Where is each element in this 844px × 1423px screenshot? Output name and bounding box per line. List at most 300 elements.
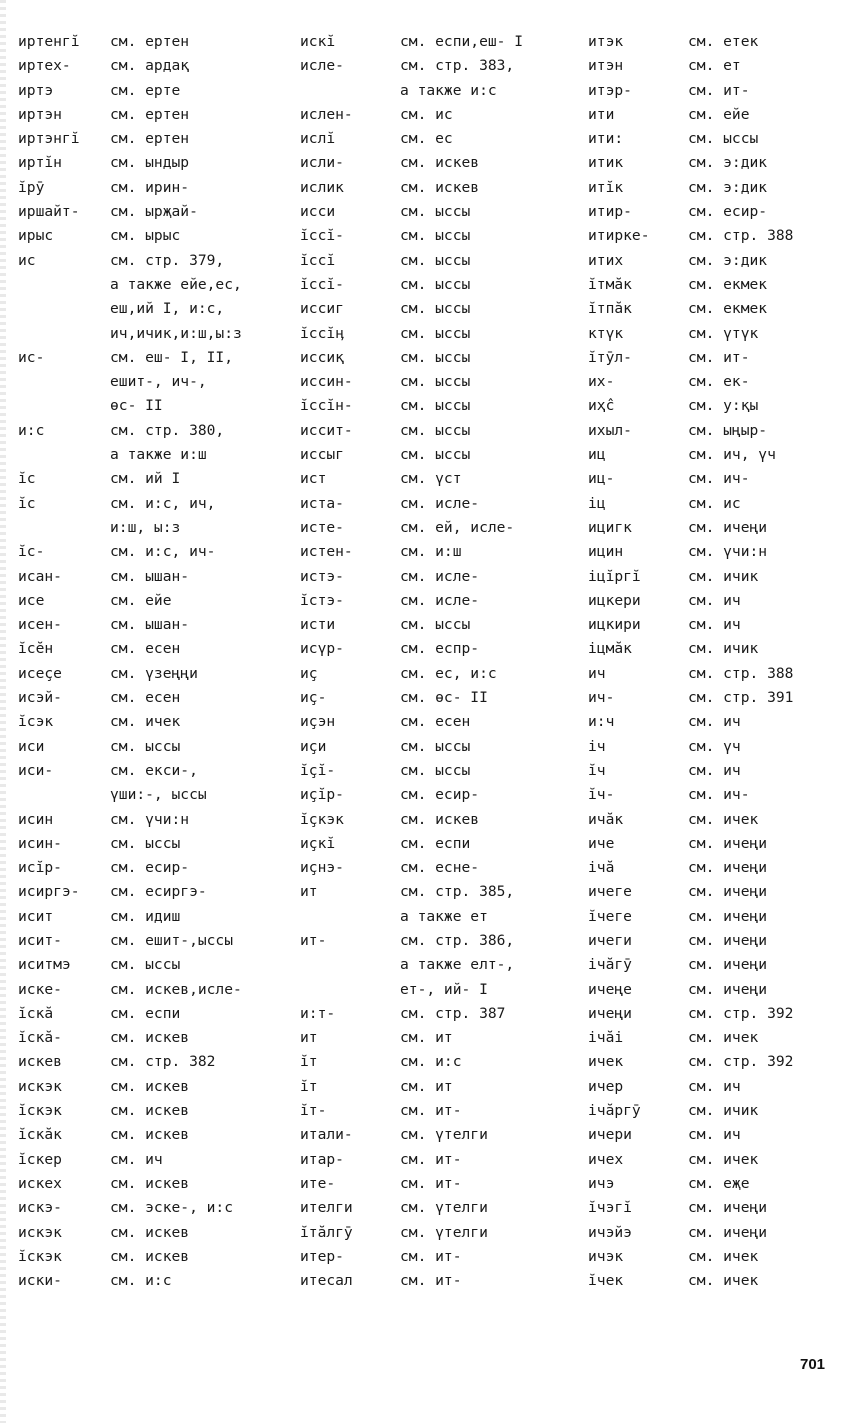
entry-headword: иси xyxy=(18,737,45,755)
entry-headword: ити xyxy=(588,105,615,123)
entry-reference: см. эске-, и:с xyxy=(110,1199,234,1217)
entry-headword: иҫнэ- xyxy=(300,859,344,877)
entry-reference: ет-, ий- I xyxy=(400,980,488,998)
entry-reference: см. искев xyxy=(110,1174,190,1192)
entry-headword: итесал xyxy=(300,1272,353,1290)
entry-headword: итар- xyxy=(300,1150,344,1168)
dictionary-entry xyxy=(18,735,290,759)
entry-reference: а также елт-, xyxy=(400,956,515,974)
dictionary-entry xyxy=(588,832,828,856)
entry-reference: см. ыссы xyxy=(400,761,471,779)
entry-headword: ичеге xyxy=(588,883,632,901)
dictionary-entry xyxy=(300,1148,580,1172)
entry-reference: см. ичек xyxy=(688,1247,759,1265)
entry-reference: см. и:ш xyxy=(400,543,462,561)
dictionary-entry xyxy=(18,370,290,394)
entry-headword: ĭскер xyxy=(18,1150,62,1168)
entry-reference: см. ирин- xyxy=(110,178,190,196)
dictionary-entry xyxy=(588,370,828,394)
entry-reference: см. екмек xyxy=(688,275,768,293)
entry-reference: см. үтелги xyxy=(400,1223,488,1241)
entry-reference: см. үчи:н xyxy=(110,810,190,828)
dictionary-entry xyxy=(588,929,828,953)
entry-reference: см. ыссы xyxy=(110,834,181,852)
entry-reference: а также и:ш xyxy=(110,446,207,464)
entry-headword: ичех xyxy=(588,1150,624,1168)
dictionary-entry xyxy=(588,759,828,783)
dictionary-entry xyxy=(588,1221,828,1245)
entry-headword: исти xyxy=(300,616,336,634)
dictionary-entry xyxy=(18,249,290,273)
entry-reference: а также ет xyxy=(400,907,488,925)
dictionary-entry xyxy=(300,394,580,418)
entry-reference: ешит-, ич-, xyxy=(110,373,207,391)
entry-headword: ĭсэк xyxy=(18,713,54,731)
dictionary-entry xyxy=(588,1196,828,1220)
dictionary-entry xyxy=(300,79,580,103)
dictionary-entry xyxy=(300,589,580,613)
entry-reference: см. еҗе xyxy=(688,1174,750,1192)
entry-reference: см. есир- xyxy=(688,203,768,221)
entry-reference: см. ич xyxy=(688,1126,741,1144)
dictionary-entry xyxy=(588,492,828,516)
entry-headword: ĭт xyxy=(300,1077,318,1095)
entry-headword xyxy=(300,953,400,977)
entry-headword: иртĭн xyxy=(18,154,62,172)
dictionary-entry xyxy=(588,322,828,346)
entry-reference: см. ит xyxy=(400,1029,453,1047)
entry-reference: см. екси-, xyxy=(110,761,198,779)
entry-headword: исит- xyxy=(18,931,62,949)
entry-headword: іц xyxy=(588,494,606,512)
dictionary-entry xyxy=(300,1099,580,1123)
entry-reference: см. стр. 388 xyxy=(688,664,794,682)
entry-headword: ицкири xyxy=(588,616,641,634)
dictionary-entry xyxy=(588,905,828,929)
entry-reference: а также и:с xyxy=(400,81,497,99)
entry-headword: иртэ xyxy=(18,81,54,99)
entry-reference: см. стр. 386, xyxy=(400,931,515,949)
entry-reference: см. ичек xyxy=(688,810,759,828)
entry-reference: см. ичеңи xyxy=(688,883,768,901)
entry-reference: см. ич- xyxy=(688,470,750,488)
entry-headword: иртэн xyxy=(18,105,62,123)
column-1 xyxy=(18,30,290,1293)
entry-reference: см. ырыс xyxy=(110,227,181,245)
entry-headword: иситмэ xyxy=(18,956,71,974)
entry-headword: иртех- xyxy=(18,57,71,75)
dictionary-entry xyxy=(588,346,828,370)
entry-reference: см. ыссы xyxy=(400,446,471,464)
entry-headword: исэй- xyxy=(18,689,62,707)
entry-reference: см. етек xyxy=(688,33,759,50)
entry-reference: и:ш, ы:з xyxy=(110,518,181,536)
entry-headword: итирке- xyxy=(588,227,650,245)
entry-reference: см. искев xyxy=(400,154,480,172)
entry-reference: см. ич, үч xyxy=(688,446,776,464)
dictionary-entry xyxy=(300,176,580,200)
entry-reference: см. у:қы xyxy=(688,397,759,415)
dictionary-entry xyxy=(588,1245,828,1269)
dictionary-entry xyxy=(588,1050,828,1074)
entry-headword: ĭч xyxy=(588,761,606,779)
dictionary-entry xyxy=(588,978,828,1002)
entry-headword: и:ч xyxy=(588,713,615,731)
entry-headword: иски- xyxy=(18,1272,62,1290)
entry-headword: итер- xyxy=(300,1247,344,1265)
entry-reference: см. стр. 392 xyxy=(688,1053,794,1071)
entry-reference: см. искев,исле- xyxy=(110,980,242,998)
entry-headword: итэр- xyxy=(588,81,632,99)
dictionary-entry xyxy=(18,1148,290,1172)
dictionary-entry xyxy=(300,1123,580,1147)
dictionary-entry xyxy=(18,516,290,540)
dictionary-entry xyxy=(300,637,580,661)
dictionary-entry xyxy=(588,79,828,103)
dictionary-entry xyxy=(588,735,828,759)
entry-reference: см. стр. 385, xyxy=(400,883,515,901)
entry-headword: ічăі xyxy=(588,1029,624,1047)
entry-headword: ихыл- xyxy=(588,421,632,439)
dictionary-entry xyxy=(18,662,290,686)
entry-reference: см. үзеңңи xyxy=(110,664,198,682)
entry-reference: см. ичеңи xyxy=(688,980,768,998)
entry-headword: ислĭ xyxy=(300,130,336,148)
entry-reference: см. исле- xyxy=(400,567,480,585)
entry-headword: итали- xyxy=(300,1126,353,1144)
entry-headword: ĭтăлгӯ xyxy=(300,1223,353,1241)
entry-headword: ĭссĭ- xyxy=(300,227,344,245)
dictionary-entry xyxy=(588,1099,828,1123)
entry-reference: см. и:с xyxy=(110,1272,172,1290)
entry-headword: ицин xyxy=(588,543,624,561)
entry-reference: см. ичеңи xyxy=(688,1223,768,1241)
entry-reference: см. стр. 392 xyxy=(688,1004,794,1022)
entry-reference: см. еш- I, II, xyxy=(110,348,234,366)
entry-headword xyxy=(18,394,110,418)
dictionary-entry xyxy=(18,346,290,370)
dictionary-entry xyxy=(588,30,828,54)
dictionary-entry xyxy=(300,856,580,880)
entry-headword: ич xyxy=(588,664,606,682)
entry-reference: см. ыссы xyxy=(400,397,471,415)
entry-headword: ити: xyxy=(588,130,624,148)
entry-reference: см. искев xyxy=(110,1077,190,1095)
entry-reference: см. есир- xyxy=(400,786,480,804)
entry-headword: ктүк xyxy=(588,324,624,342)
entry-reference: см. э:дик xyxy=(688,178,768,196)
dictionary-entry xyxy=(588,783,828,807)
dictionary-entry xyxy=(18,808,290,832)
dictionary-entry xyxy=(588,637,828,661)
entry-reference: см. ейе xyxy=(110,591,172,609)
dictionary-entry xyxy=(588,224,828,248)
dictionary-entry xyxy=(18,103,290,127)
entry-headword: исле- xyxy=(300,57,344,75)
dictionary-entry xyxy=(588,686,828,710)
dictionary-entry xyxy=(18,200,290,224)
dictionary-entry xyxy=(588,808,828,832)
entry-reference: см. ис xyxy=(400,105,453,123)
entry-headword xyxy=(18,297,110,321)
entry-headword: исли- xyxy=(300,154,344,172)
entry-headword: ичек xyxy=(588,1053,624,1071)
entry-headword: ит- xyxy=(300,931,327,949)
entry-reference: см. ич xyxy=(688,713,741,731)
dictionary-entry xyxy=(588,127,828,151)
dictionary-entry xyxy=(18,589,290,613)
column-3 xyxy=(588,30,828,1293)
entry-reference: см. ичеңи xyxy=(688,518,768,536)
dictionary-entry xyxy=(300,686,580,710)
entry-headword: исин xyxy=(18,810,54,828)
entry-reference: см. стр. 391 xyxy=(688,689,794,707)
entry-headword: ічăгӯ xyxy=(588,956,632,974)
entry-reference: см. стр. 380, xyxy=(110,421,225,439)
entry-headword: исеҫе xyxy=(18,664,62,682)
entry-headword: итэн xyxy=(588,57,624,75)
entry-headword: ицигк xyxy=(588,518,632,536)
dictionary-entry xyxy=(300,929,580,953)
dictionary-entry xyxy=(18,127,290,151)
dictionary-entry xyxy=(588,1269,828,1293)
entry-headword: истен- xyxy=(300,543,353,561)
entry-headword: иҫэн xyxy=(300,713,336,731)
entry-headword: ис xyxy=(18,251,36,269)
entry-reference: см. екмек xyxy=(688,300,768,318)
entry-reference: см. э:дик xyxy=(688,154,768,172)
dictionary-entry xyxy=(18,856,290,880)
entry-reference: см. ичек xyxy=(688,1150,759,1168)
dictionary-entry xyxy=(300,200,580,224)
dictionary-entry xyxy=(300,710,580,734)
entry-headword: ĭт- xyxy=(300,1102,327,1120)
entry-headword: искĭ xyxy=(300,33,336,50)
entry-headword: ичэк xyxy=(588,1247,624,1265)
entry-headword: иссиқ xyxy=(300,348,344,366)
entry-reference: см. и:с, ич- xyxy=(110,543,216,561)
entry-reference: см. есен xyxy=(400,713,471,731)
entry-headword: иссин- xyxy=(300,373,353,391)
entry-headword: ит xyxy=(300,883,318,901)
entry-reference: см. есир- xyxy=(110,859,190,877)
entry-reference: см. ичеңи xyxy=(688,1199,768,1217)
entry-headword: ĭс- xyxy=(18,543,45,561)
entry-reference: см. ыссы xyxy=(400,300,471,318)
entry-headword: ĭт xyxy=(300,1053,318,1071)
dictionary-entry xyxy=(300,735,580,759)
entry-headword: исте- xyxy=(300,518,344,536)
dictionary-entry xyxy=(300,565,580,589)
dictionary-entry xyxy=(18,79,290,103)
entry-reference: см. ичеңи xyxy=(688,907,768,925)
dictionary-entry xyxy=(18,443,290,467)
entry-headword: иҫĭр- xyxy=(300,786,344,804)
dictionary-entry xyxy=(18,1269,290,1293)
entry-reference: см. ит- xyxy=(400,1174,462,1192)
entry-headword: ĭҫкэк xyxy=(300,810,344,828)
entry-reference: см. искев xyxy=(400,178,480,196)
entry-headword: искэк xyxy=(18,1223,62,1241)
entry-reference: см. ыссы xyxy=(400,421,471,439)
entry-headword: ĭчеге xyxy=(588,907,632,925)
entry-reference: см. и:с xyxy=(400,1053,462,1071)
entry-headword: ічăргӯ xyxy=(588,1102,641,1120)
entry-headword xyxy=(18,443,110,467)
dictionary-entry xyxy=(588,565,828,589)
entry-reference: см. стр. 387 xyxy=(400,1004,506,1022)
entry-reference: см. ыңыр- xyxy=(688,421,768,439)
entry-reference: см. еспи,еш- I xyxy=(400,33,524,50)
entry-reference: см. ис xyxy=(688,494,741,512)
dictionary-entry xyxy=(300,103,580,127)
entry-headword: исен- xyxy=(18,616,62,634)
entry-headword: ирыс xyxy=(18,227,54,245)
entry-reference: см. ыссы xyxy=(400,616,471,634)
dictionary-entry xyxy=(588,1026,828,1050)
dictionary-entry xyxy=(300,1172,580,1196)
entry-headword: ислен- xyxy=(300,105,353,123)
entry-reference: см. ардақ xyxy=(110,57,190,75)
entry-reference: см. ичек xyxy=(688,1272,759,1290)
entry-headword: исси xyxy=(300,203,336,221)
dictionary-entry xyxy=(588,443,828,467)
dictionary-entry xyxy=(18,322,290,346)
dictionary-entry xyxy=(300,467,580,491)
entry-headword: ĭссĭ xyxy=(300,251,336,269)
entry-reference: см. ит xyxy=(400,1077,453,1095)
entry-reference: см. ит- xyxy=(400,1247,462,1265)
entry-headword: ĭчек xyxy=(588,1272,624,1290)
entry-reference: см. есен xyxy=(110,689,181,707)
entry-headword: ĭчэгĭ xyxy=(588,1199,632,1217)
entry-reference: см. искев xyxy=(110,1223,190,1241)
entry-reference: см. исле- xyxy=(400,494,480,512)
dictionary-entry xyxy=(588,394,828,418)
dictionary-entry xyxy=(18,759,290,783)
entry-headword: ĭстэ- xyxy=(300,591,344,609)
entry-reference: см. искев xyxy=(110,1126,190,1144)
entry-reference: см. ыссы xyxy=(400,373,471,391)
dictionary-entry xyxy=(300,322,580,346)
entry-reference: ич,ичик,и:ш,ы:з xyxy=(110,324,242,342)
entry-reference: см. үст xyxy=(400,470,462,488)
entry-headword: итэк xyxy=(588,33,624,50)
entry-reference: см. ыссы xyxy=(400,251,471,269)
entry-headword: иста- xyxy=(300,494,344,512)
entry-headword: иссиг xyxy=(300,300,344,318)
entry-reference: см. ит- xyxy=(688,81,750,99)
dictionary-entry xyxy=(588,856,828,880)
entry-reference: см. үтелги xyxy=(400,1199,488,1217)
entry-reference: см. ит- xyxy=(400,1272,462,1290)
entry-headword: ит xyxy=(300,1029,318,1047)
entry-reference: см. ес, и:с xyxy=(400,664,497,682)
dictionary-entry xyxy=(18,832,290,856)
entry-headword: иҫ- xyxy=(300,689,327,707)
entry-headword: ичеңи xyxy=(588,1004,632,1022)
entry-reference: см. ышан- xyxy=(110,616,190,634)
dictionary-entry xyxy=(588,200,828,224)
entry-reference: см. ит- xyxy=(688,348,750,366)
dictionary-entry xyxy=(18,1099,290,1123)
entry-headword: ĭскэк xyxy=(18,1247,62,1265)
dictionary-entry xyxy=(18,783,290,807)
dictionary-entry xyxy=(300,540,580,564)
entry-reference: см. еспр- xyxy=(400,640,480,658)
dictionary-entry xyxy=(300,613,580,637)
dictionary-entry xyxy=(588,613,828,637)
dictionary-entry xyxy=(18,1026,290,1050)
page-number: 701 xyxy=(800,1356,826,1373)
dictionary-entry xyxy=(588,1148,828,1172)
entry-headword: исе xyxy=(18,591,45,609)
dictionary-entry xyxy=(18,1002,290,1026)
entry-reference: см. ич xyxy=(688,761,741,779)
dictionary-entry xyxy=(300,759,580,783)
entry-reference: см. ыссы xyxy=(400,203,471,221)
column-2 xyxy=(300,30,580,1293)
entry-reference: см. ичик xyxy=(688,1102,759,1120)
entry-reference: см. ичек xyxy=(688,1029,759,1047)
entry-reference: см. искев xyxy=(110,1029,190,1047)
entry-reference: см. ичеңи xyxy=(688,834,768,852)
entry-headword: ĭч- xyxy=(588,786,615,804)
entry-headword: иц- xyxy=(588,470,615,488)
dictionary-entry xyxy=(18,1123,290,1147)
entry-headword: ĭссĭн- xyxy=(300,397,353,415)
dictionary-entry xyxy=(18,1050,290,1074)
entry-reference: см. искев xyxy=(400,810,480,828)
entry-headword: ĭскăк xyxy=(18,1126,62,1144)
entry-reference: см. ыссы xyxy=(688,130,759,148)
dictionary-entry xyxy=(588,589,828,613)
entry-reference: см. ичеңи xyxy=(688,931,768,949)
entry-reference: см. ертен xyxy=(110,33,190,50)
dictionary-entry xyxy=(300,151,580,175)
dictionary-entry xyxy=(588,1123,828,1147)
dictionary-entry xyxy=(18,953,290,977)
dictionary-entry xyxy=(18,467,290,491)
entry-headword: иртэнгĭ xyxy=(18,130,80,148)
dictionary-entry xyxy=(588,1172,828,1196)
entry-reference: см. стр. 379, xyxy=(110,251,225,269)
entry-reference: еш,ий I, и:с, xyxy=(110,300,225,318)
entry-reference: см. идиш xyxy=(110,907,181,925)
entry-reference: см. ыссы xyxy=(400,348,471,366)
dictionary-entry xyxy=(588,540,828,564)
entry-headword xyxy=(18,516,110,540)
entry-headword: иссыг xyxy=(300,446,344,464)
entry-headword: ист xyxy=(300,470,327,488)
entry-headword: искех xyxy=(18,1174,62,1192)
dictionary-entry xyxy=(18,176,290,200)
dictionary-entry xyxy=(18,686,290,710)
entry-reference: см. ит- xyxy=(400,1102,462,1120)
dictionary-entry xyxy=(588,419,828,443)
entry-headword: ĭтӯл- xyxy=(588,348,632,366)
entry-headword: ицкери xyxy=(588,591,641,609)
entry-reference: см. есне- xyxy=(400,859,480,877)
entry-reference: см. искев xyxy=(110,1102,190,1120)
entry-reference: см. үчи:н xyxy=(688,543,768,561)
entry-headword: исан- xyxy=(18,567,62,585)
entry-headword: итĭк xyxy=(588,178,624,196)
entry-headword xyxy=(18,273,110,297)
entry-headword: ĭссĭ- xyxy=(300,275,344,293)
dictionary-entry xyxy=(588,710,828,734)
entry-reference: см. и:с, ич, xyxy=(110,494,216,512)
